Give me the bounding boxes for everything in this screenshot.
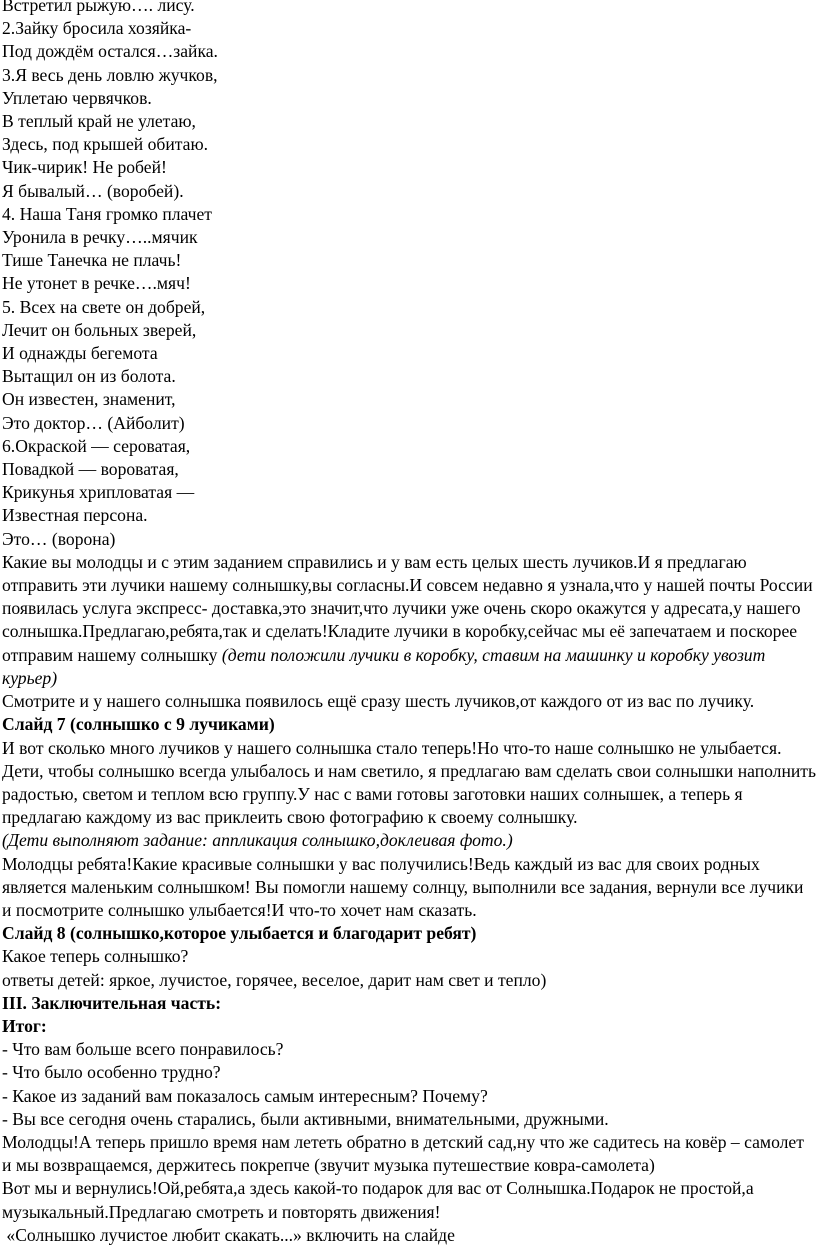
paragraph-six-rays: Смотрите и у нашего солнышка появилось ещё сразу шесть лучиков,от каждого от из вас по лучику. [2, 691, 755, 712]
question-sun: Какое теперь солнышко? [2, 946, 189, 967]
riddle-line: Крикунья хрипловатая — [2, 482, 195, 503]
children-answers: ответы детей: яркое, лучистое, горячее, веселое, дарит нам свет и тепло) [2, 969, 547, 990]
paragraph-well-done: Молодцы ребята!Какие красивые солнышки у вас получились!Ведь каждый из вас для своих родных является маленьким солнышком! Вы помогли нашему солнцу, выполнили все задания, вернули все лучики и посмотрите солнышко улыбается!И что-то хочет нам сказать. [2, 853, 804, 920]
riddle-line: Не утонет в речке….мяч! [2, 273, 191, 294]
riddle-line: 6.Окраской — сероватая, [2, 435, 191, 456]
riddle-line: Я бывалый… (воробей). [2, 180, 184, 201]
riddle-line: Тише Танечка не плачь! [2, 250, 182, 271]
riddle-line: 2.Зайку бросила хозяйка- [2, 18, 192, 39]
question-item: - Вы все сегодня очень старались, были активными, внимательными, дружными. [2, 1108, 609, 1129]
riddle-line: Под дождём остался…зайка. [2, 41, 218, 62]
question-item: - Что вам больше всего понравилось? [2, 1039, 284, 1060]
part-3-heading: III. Заключительная часть: [2, 992, 222, 1013]
paragraph-carpet: Молодцы!А теперь пришло время нам лететь обратно в детский сад,ну что же садитесь на ковёр – самолет и мы возвращаемся, держитесь покрепче (звучит музыка путешествие ковра-самолета) [2, 1131, 804, 1176]
riddle-line: 5. Всех на свете он добрей, [2, 296, 206, 317]
paragraph-rays [2, 551, 816, 690]
riddle-line: Это доктор… (Айболит) [2, 412, 185, 433]
riddle-line: Здесь, под крышей обитаю. [2, 134, 209, 155]
question-list [2, 1038, 816, 1131]
question-item: - Какое из заданий вам показалось самым интересным? Почему? [2, 1085, 488, 1106]
note-slide-7: (Дети выполняют задание: аппликация солнышко,доклеивая фото.) [2, 830, 513, 851]
slide-7-heading: Слайд 7 (солнышко с 9 лучиками) [2, 714, 275, 735]
slide-8-heading: Слайд 8 (солнышко,которое улыбается и благодарит ребят) [2, 923, 477, 944]
riddle-line: Уплетаю червячков. [2, 87, 152, 108]
riddle-line: Известная персона. [2, 505, 148, 526]
paragraph-rays-text: Какие вы молодцы и с этим заданием справились и у вам есть целых шесть лучиков.И я предлагаю отправить эти лучики нашему солнышку,вы согласны.И совсем недавно я узнала,что у нашей почты России появилась услуга экспресс- доставка,это значит,что лучики уже очень скоро окажутся у адресата,у нашего солнышка.Предлагаю,ребята,так и сделать!Кладите лучики в коробку,сейчас мы её запечатаем и поскорее отправим нашему солнышку [2, 551, 813, 665]
paragraph-slide-7: И вот сколько много лучиков у нашего солнышка стало теперь!Но что-то наше солнышко не улыбается. Дети, чтобы солнышко всегда улыбалось и нам светило, я предлагаю вам сделать свои солнышки наполнить радостью, светом и теплом всю группу.У нас с вами готовы заготовки наших солнышек, а теперь я предлагаю каждому из вас приклеить свою фотографию к своему солнышку. [2, 737, 816, 828]
question-item: - Что было особенно трудно? [2, 1062, 221, 1083]
riddle-line: В теплый край не улетаю, [2, 111, 196, 132]
riddle-line: Вытащил он из болота. [2, 366, 176, 387]
riddle-line: 3.Я весь день ловлю жучков, [2, 64, 218, 85]
riddle-line: Лечит он больных зверей, [2, 319, 197, 340]
itog-heading: Итог: [2, 1015, 47, 1036]
paragraph-rays-note: (дети положили лучики в коробку, ставим на машинку и коробку увозит курьер) [2, 644, 766, 688]
riddle-line: Это… (ворона) [2, 528, 116, 549]
riddle-line: Уронила в речку…..мячик [2, 227, 198, 248]
riddle-line: Он известен, знаменит, [2, 389, 176, 410]
paragraph-gift: Вот мы и вернулись!Ой,ребята,а здесь какой-то подарок для вас от Солнышка.Подарок не простой,а музыкальный.Предлагаю смотреть и повторять движения! [2, 1178, 754, 1222]
riddle-line: Чик-чирик! Не робей! [2, 157, 167, 178]
riddle-line: Встретил рыжую…. лису. [2, 0, 195, 15]
riddle-line: 4. Наша Таня громко плачет [2, 203, 212, 224]
riddle-line: Повадкой — вороватая, [2, 459, 179, 480]
paragraph-song: «Солнышко лучистое любит скакать...» включить на слайде [2, 1224, 455, 1245]
riddles-block [2, 0, 816, 551]
riddle-line: И однажды бегемота [2, 343, 158, 364]
